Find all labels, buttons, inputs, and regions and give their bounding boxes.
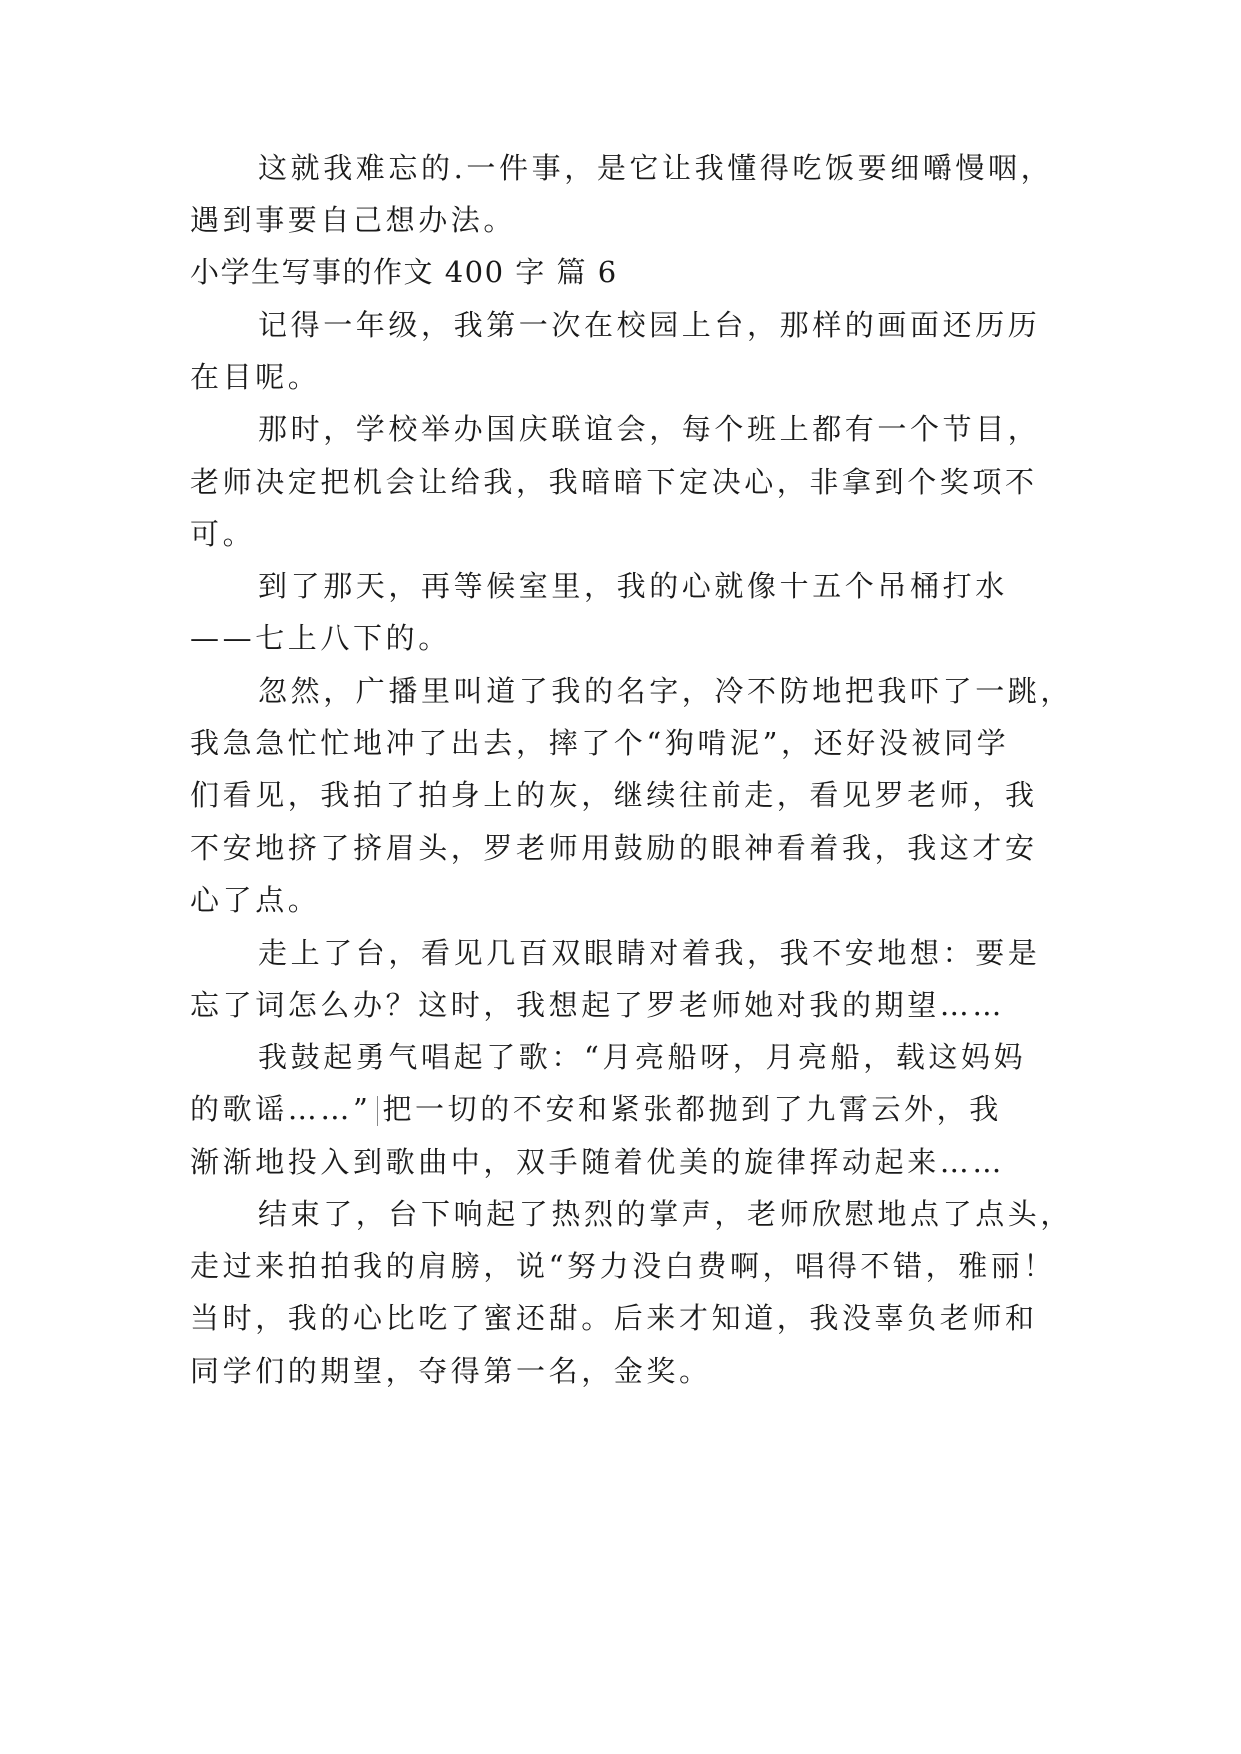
text-line: 结束了，台下响起了热烈的掌声，老师欣慰地点了点头，	[258, 1197, 1074, 1231]
text-line: 在目呢。	[190, 360, 321, 394]
text-line: 记得一年级，我第一次在校园上台，那样的画面还历历	[258, 308, 1041, 342]
section-heading: 小学生写事的作文 400 字 篇 6	[190, 255, 618, 289]
text-line: 遇到事要自己想办法。	[190, 203, 517, 237]
text-line: 这就我难忘的.一件事，是它让我懂得吃饭要细嚼慢咽，	[258, 151, 1054, 185]
text-segment: 的歌谣……”	[190, 1092, 372, 1126]
text-line: 们看见，我拍了拍身上的灰，继续往前走，看见罗老师，我	[190, 778, 1038, 812]
text-line: 当时，我的心比吃了蜜还甜。后来才知道，我没辜负老师和	[190, 1301, 1038, 1335]
text-line: 不安地挤了挤眉头，罗老师用鼓励的眼神看着我，我这才安	[190, 831, 1038, 865]
text-segment: 把一切的不安和紧张都抛到了九霄云外，我	[382, 1092, 1002, 1126]
text-line: 走过来拍拍我的肩膀，说“努力没白费啊，唱得不错，雅丽！	[190, 1249, 1057, 1283]
text-line: 心了点。	[190, 883, 321, 917]
text-line: 那时，学校举办国庆联谊会，每个班上都有一个节目，	[258, 412, 1041, 446]
text-line	[190, 1089, 1002, 1129]
text-line: 渐渐地投入到歌曲中，双手随着优美的旋律挥动起来……	[190, 1145, 1006, 1179]
text-line: 老师决定把机会让给我，我暗暗下定决心，非拿到个奖项不	[190, 465, 1038, 499]
text-line: ——七上八下的。	[190, 621, 451, 655]
text-line: 忽然，广播里叫道了我的名字，冷不防地把我吓了一跳，	[258, 674, 1074, 708]
text-cursor	[377, 1096, 378, 1126]
text-line: 忘了词怎么办？这时，我想起了罗老师她对我的期望……	[190, 988, 1006, 1022]
text-line: 到了那天，再等候室里，我的心就像十五个吊桶打水	[258, 569, 1008, 603]
text-line: 可。	[190, 517, 256, 551]
text-line: 同学们的期望，夺得第一名，金奖。	[190, 1354, 712, 1388]
text-line: 走上了台，看见几百双眼睛对着我，我不安地想：要是	[258, 936, 1041, 970]
text-line: 我急急忙忙地冲了出去，摔了个“狗啃泥”，还好没被同学	[190, 726, 1010, 760]
text-line: 我鼓起勇气唱起了歌：“月亮船呀，月亮船，载这妈妈	[258, 1040, 1027, 1074]
